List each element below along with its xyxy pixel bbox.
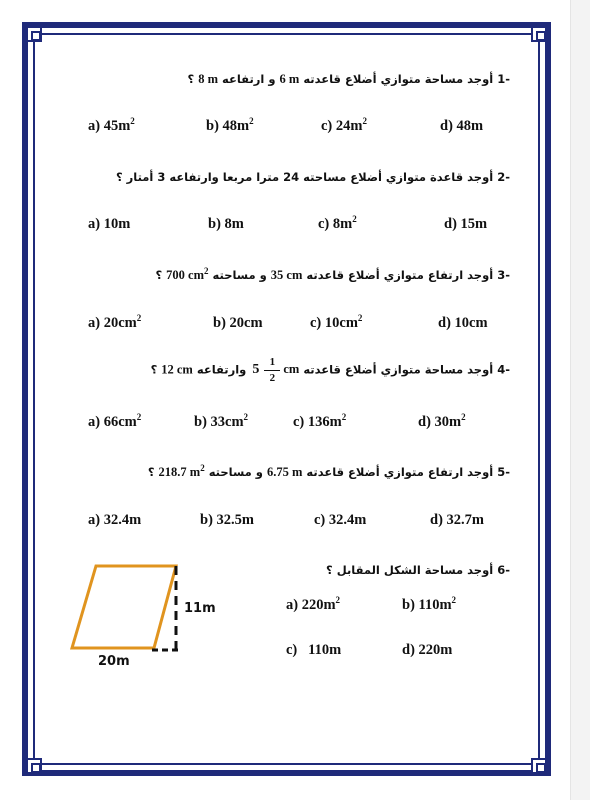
base-value: 6.75 m	[266, 465, 303, 479]
option-a[interactable]: a) $66cm^2$	[88, 412, 142, 430]
page-edge-strip	[570, 0, 590, 800]
border-corner-ornament	[26, 26, 42, 42]
question-text: أوجد ارتفاع متوازي أضلاع قاعدته	[306, 268, 494, 282]
height-value: 12 cm	[161, 362, 193, 377]
option-d[interactable]: d) 32.7m	[430, 512, 484, 528]
question-text: و مساحته	[208, 465, 263, 479]
answer-options-5	[88, 512, 508, 532]
border-corner-ornament	[26, 758, 42, 774]
fraction: $\frac{1}{2}$	[264, 356, 280, 385]
question-1	[188, 72, 510, 87]
answer-options-2	[88, 216, 508, 236]
option-c[interactable]: c) 110m	[286, 642, 342, 658]
question-mark: ؟	[155, 268, 163, 282]
option-a[interactable]: a) 32.4m	[88, 512, 142, 528]
option-d[interactable]: d) 10cm	[438, 315, 488, 331]
question-5	[147, 462, 510, 480]
option-a[interactable]: a) 10m	[88, 216, 131, 232]
question-2	[116, 170, 510, 184]
option-a[interactable]: a) $45m^2$	[88, 116, 135, 134]
base-label: 20m	[98, 654, 130, 669]
option-b[interactable]: b) $33cm^2$	[194, 412, 249, 430]
option-b[interactable]: b) 8m	[208, 216, 244, 232]
question-3	[155, 265, 510, 283]
question-text: و ارتفاعه	[222, 72, 276, 86]
question-number: -3	[497, 268, 510, 282]
height-value: 8 m	[198, 72, 219, 86]
question-mark: ؟	[147, 465, 155, 479]
question-mark: ؟	[150, 362, 158, 377]
option-c[interactable]: c) $24m^2$	[321, 116, 367, 134]
answer-options-1	[88, 118, 508, 138]
question-text: وارتفاعه	[196, 362, 247, 377]
question-number: -5	[497, 465, 510, 479]
question-number: -2	[497, 170, 510, 184]
option-b[interactable]: b) $48m^2$	[206, 116, 254, 134]
answer-options-6-row2	[286, 642, 506, 662]
question-text: أوجد مساحة متوازي أضلاع قاعدته	[303, 362, 494, 377]
option-a[interactable]: a) $20cm^2$	[88, 313, 142, 331]
option-a[interactable]: a) $220m^2$	[286, 595, 341, 613]
option-c[interactable]: c) $8m^2$	[318, 214, 357, 232]
question-number: -4	[497, 362, 510, 377]
question-text: أوجد مساحة متوازي أضلاع قاعدته	[303, 72, 494, 86]
answer-options-3	[88, 315, 508, 335]
question-text: أوجد مساحة الشكل المقابل ؟	[326, 563, 494, 577]
height-label: 11m	[184, 601, 216, 616]
question-4	[151, 356, 510, 385]
option-d[interactable]: d) 48m	[440, 118, 484, 134]
question-mark: ؟	[187, 72, 195, 86]
question-6	[326, 563, 510, 577]
option-b[interactable]: b) 32.5m	[200, 512, 254, 528]
area-value: 218.7 $m^2$	[158, 462, 205, 479]
answer-options-6-row1	[286, 597, 506, 617]
option-b[interactable]: b) $110m^2$	[402, 595, 457, 613]
question-number: -1	[497, 72, 510, 86]
mixed-number: 5 $\frac{1}{2}$ cm	[252, 356, 300, 384]
option-d[interactable]: d) 220m	[402, 642, 453, 658]
border-corner-ornament	[531, 758, 547, 774]
border-corner-ornament	[531, 26, 547, 42]
option-d[interactable]: d) 15m	[444, 216, 488, 232]
answer-options-4	[88, 414, 508, 434]
option-b[interactable]: b) 20cm	[213, 315, 263, 331]
option-c[interactable]: c) $10cm^2$	[310, 313, 363, 331]
base-value: 35 cm	[270, 268, 303, 282]
question-text: أوجد قاعدة متوازي أضلاع مساحته 24 مترا مربعا وارتفاعه 3 أمتار ؟	[115, 170, 494, 184]
option-d[interactable]: d) $30m^2$	[418, 412, 466, 430]
area-value: 700 $cm^2$	[166, 265, 209, 282]
parallelogram-shape	[72, 566, 176, 648]
base-value: 6 m	[279, 72, 300, 86]
option-c[interactable]: c) $136m^2$	[293, 412, 347, 430]
question-text: و مساحته	[212, 268, 267, 282]
option-c[interactable]: c) 32.4m	[314, 512, 367, 528]
question-text: أوجد ارتفاع متوازي أضلاع قاعدته	[306, 465, 494, 479]
question-number: -6	[497, 563, 510, 577]
